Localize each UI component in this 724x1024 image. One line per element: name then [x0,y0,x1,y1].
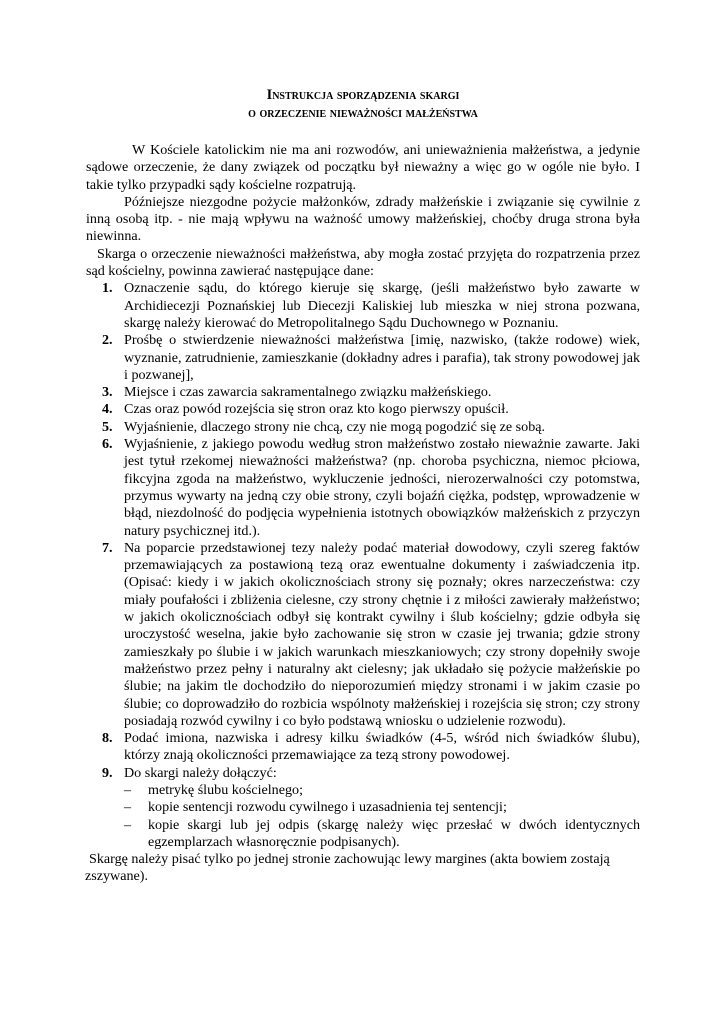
list-item-text: Czas oraz powód rozejścia się stron oraz kto kogo pierwszy opuścił. [124,401,509,418]
list-item-number: 7. [102,539,113,556]
list-item [86,436,640,540]
list-item [86,332,640,384]
list-item [86,384,640,401]
document-title-line-1: Instrukcja sporządzenia skargi [266,87,460,103]
list-item-text: Prośbę o stwierdzenie nieważności małżeństwa [imię, nazwisko, (także rodowe) wiek, wyznanie, zatrudnienie, zamieszkanie (dokładny adres i parafia), tak strony powodowej jak i pozwanej], [124,332,640,383]
list-item-text: Wyjaśnienie, z jakiego powodu według stron małżeństwo zostało nieważnie zawarte. Jaki jest tytuł rzekomej nieważności małżeństwa? (np. choroba psychiczna, niemoc płciowa, fikcyjna zgoda na małżeństwo, wykluczenie jedności, nierozerwalności czy potomstwa, przymus wywarty na jedną czy obie strony, czyli bojaźń ciężka, podstęp, wprowadzenie w błąd, niezdolność do podjęcia wypełnienia istotnych obowiązków małżeńskich z przyczyn natury psychicznej itd.). [124,436,640,539]
list-item-text: Podać imiona, nazwiska i adresy kilku świadków (4-5, wśród nich świadków ślubu), którzy znają okoliczności przemawiające za tezą strony powodowej. [124,730,640,764]
dash-bullet: – [124,781,132,798]
list-item [86,540,640,730]
list-item-number: 8. [102,730,113,747]
list-item-text: Miejsce i czas zawarcia sakramentalnego związku małżeńskiego. [124,384,492,401]
requirements-list [86,280,640,851]
list-item [86,280,640,332]
attachment-item [124,817,640,852]
attachment-text: metrykę ślubu kościelnego; [148,781,303,798]
intro-paragraph-2: Późniejsze niezgodne pożycie małżonków, zdrady małżeńskie i związanie się cywilnie z inną osobą itp. - nie mają wpływu na ważność umowy małżeńskiej, choćby druga strona była niewinna. [86,193,640,245]
list-item-text: Do skargi należy dołączyć: [124,764,277,781]
list-item [86,730,640,765]
list-item [86,765,640,851]
attachments-list [124,782,640,851]
intro-paragraph-1: W Kościele katolickim nie ma ani rozwodów, ani unieważnienia małżeństwa, a jedynie sądowe orzeczenie, że dany związek od początku był nieważny a więc go w ogóle nie było. I takie tylko przypadki sądy kościelne rozpatrują. [86,142,640,193]
list-item [86,401,640,418]
attachment-item [124,799,640,816]
closing-paragraph: Skargę należy pisać tylko po jednej stronie zachowując lewy margines (akta bowiem zostają zszywane). [85,851,610,885]
document-page [86,86,640,886]
list-item-number: 2. [102,332,113,349]
list-item-number: 6. [102,436,113,453]
list-item-text: Na poparcie przedstawionej tezy należy podać materiał dowodowy, czyli szereg faktów przemawiających za postawioną tezą oraz ewentualne dokumenty i zaświadczenia itp. (Opisać: kiedy i w jakich okolicznościach strony się poznały; okres narzeczeństwa: czy miały poufałości i zbliżenia cielesne, czy strony chętnie i z miłości zawierały małżeństwo; w jakich okolicznościach odbył się kontrakt cywilny i ślub kościelny; gdzie odbyła się uroczystość weselna, jakie było zachowanie się stron w czasie jej trwania; gdzie strony zamieszkały po ślubie i w jakich warunkach mieszkaniowych; czy strony dopełniły swoje małżeństwo przez pełny i naturalny akt cielesny; jak układało się pożycie małżeńskie po ślubie; na jakim tle dochodziło do nieporozumień między stronami i w jakim czasie po ślubie; co doprowadziło do rozbicia wspólnoty małżeńskiej i rozejścia się stron; czy strony posiadają rozwód cywilny i co było podstawą wniosku o udzielenie rozwodu). [124,539,640,729]
document-title-line-2: o orzeczenie nieważności małżeństwa [248,105,478,121]
intro-paragraph-3: Skarga o orzeczenie nieważności małżeństwa, aby mogła zostać przyjęta do rozpatrzenia przez sąd kościelny, powinna zawierać następujące dane: [86,245,640,280]
list-item [86,419,640,436]
title-spacer [86,122,640,142]
list-item-text: Wyjaśnienie, dlaczego strony nie chcą, czy nie mogą pogodzić się ze sobą. [124,418,546,435]
dash-bullet: – [124,816,132,833]
list-item-number: 3. [102,384,113,401]
attachment-text: kopie skargi lub jej odpis (skargę należy więc przesłać w dwóch identycznych egzemplarzach własnoręcznie podpisanych). [148,816,640,850]
list-item-number: 4. [102,401,113,418]
list-item-number: 5. [102,418,113,435]
list-item-text: Oznaczenie sądu, do którego kieruje się skargę, (jeśli małżeństwo było zawarte w Archidiecezji Poznańskiej lub Diecezji Kaliskiej lub mieszka w niej strona pozwana, skargę należy kierować do Metropolitalnego Sądu Duchownego w Poznaniu. [124,280,640,331]
attachment-item [124,782,640,799]
list-item-number: 9. [102,764,113,781]
dash-bullet: – [124,799,132,816]
list-item-number: 1. [102,280,113,297]
attachment-text: kopie sentencji rozwodu cywilnego i uzasadnienia tej sentencji; [148,799,507,816]
